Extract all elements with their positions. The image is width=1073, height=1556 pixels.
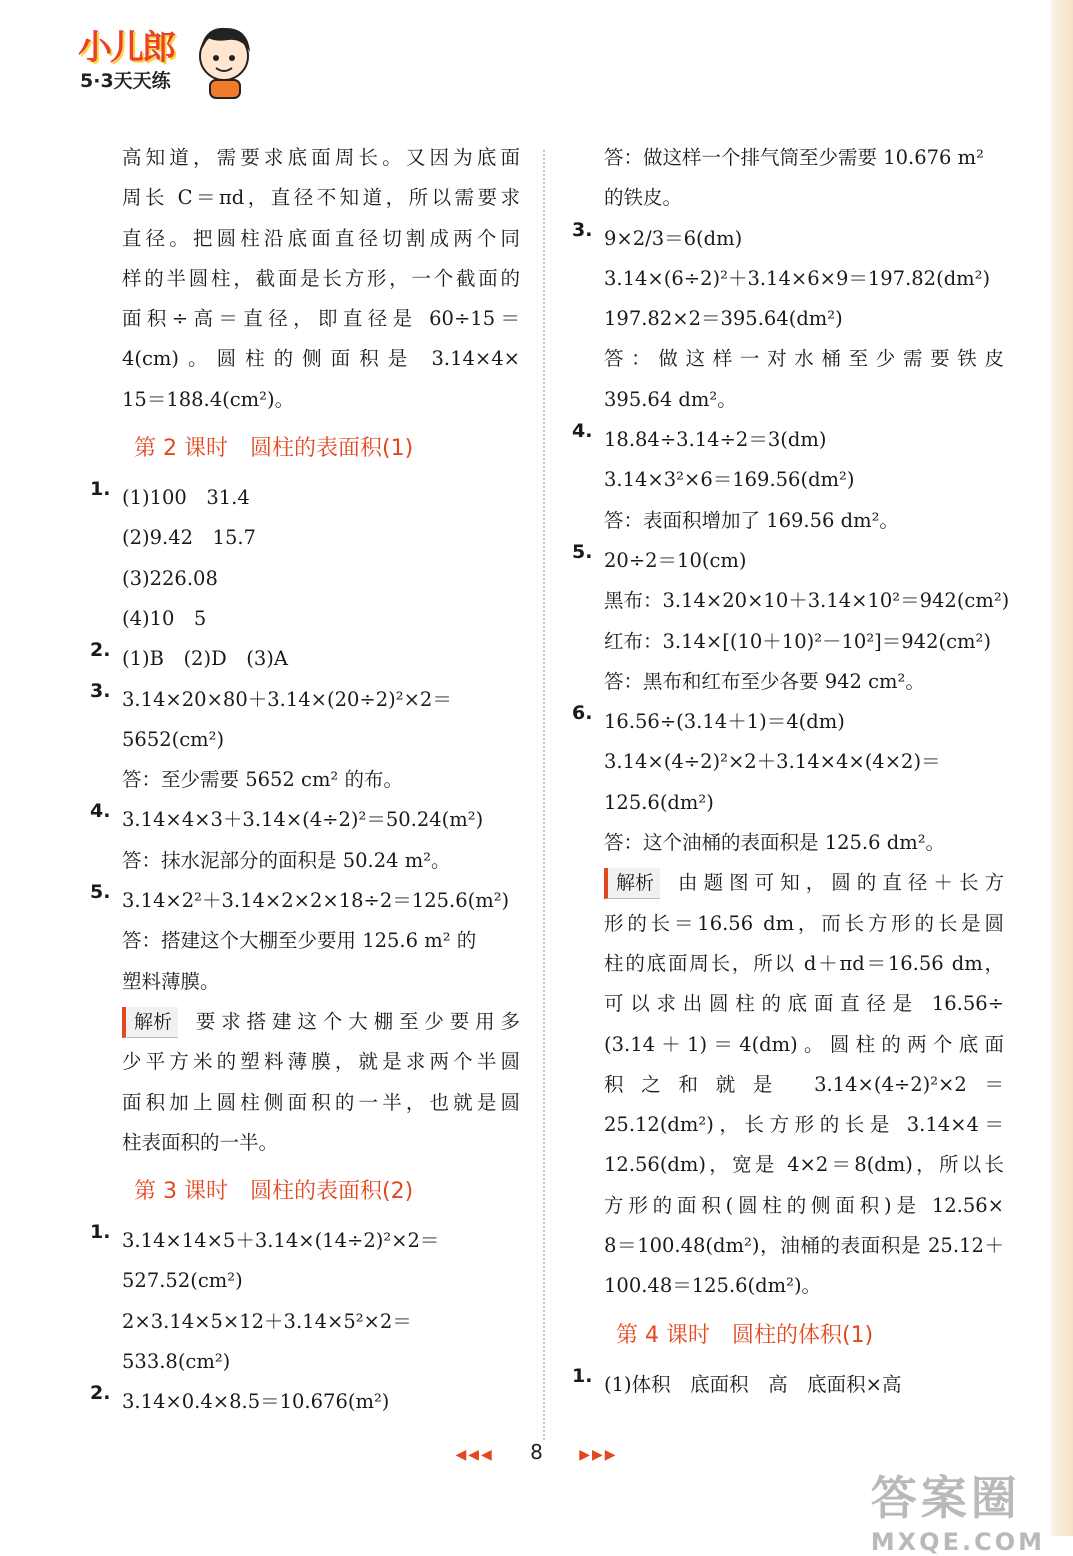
question-number: 1. bbox=[90, 478, 111, 501]
answer-line: 3.14×3²×6＝169.56(dm²) bbox=[604, 468, 855, 492]
answer-line: (3)226.08 bbox=[122, 566, 218, 590]
answer-line: 3.14×20×80＋3.14×(20÷2)²×2＝ bbox=[122, 687, 452, 711]
answer-line: 18.84÷3.14÷2＝3(dm) bbox=[604, 428, 827, 452]
question-item bbox=[90, 800, 520, 881]
analysis-tag: 解析 bbox=[604, 868, 660, 899]
answer-line: 的铁皮。 bbox=[604, 186, 683, 210]
text-line: 15＝188.4(cm²)。 bbox=[122, 387, 295, 411]
question-number: 4. bbox=[572, 420, 593, 443]
answer-line: 16.56÷(3.14＋1)＝4(dm) bbox=[604, 710, 845, 734]
analysis-line: 面积加上圆柱侧面积的一半，也就是圆 bbox=[122, 1090, 520, 1114]
answer-line: 3.14×0.4×8.5＝10.676(m²) bbox=[122, 1390, 390, 1414]
question-item bbox=[90, 881, 520, 1002]
text-line: 高知道，需要求底面周长。又因为底面 bbox=[122, 146, 520, 169]
question-number: 5. bbox=[90, 881, 111, 904]
page-number: 8 bbox=[530, 1440, 543, 1464]
question-number: 4. bbox=[90, 800, 111, 823]
question-number: 3. bbox=[90, 679, 111, 702]
answer-line: (1)100 31.4 bbox=[122, 486, 250, 510]
lesson-heading: 第 4 课时 圆柱的体积(1) bbox=[616, 1322, 874, 1348]
answer-line: (4)10 5 bbox=[122, 606, 207, 630]
analysis-line: 积之和就是 3.14×(4÷2)²×2＝ bbox=[604, 1072, 1004, 1096]
analysis-line: 形的长＝16.56 dm，而长方形的长是圆 bbox=[604, 911, 1004, 935]
answer-line: 533.8(cm²) bbox=[122, 1350, 231, 1374]
answer-line: 3.14×14×5＋3.14×(14÷2)²×2＝ bbox=[122, 1229, 440, 1253]
brand-series: 5·3天天练 bbox=[80, 70, 171, 92]
question-item bbox=[90, 680, 520, 801]
analysis-line: 100.48＝125.6(dm²)。 bbox=[604, 1274, 822, 1298]
text-line: 4(cm)。圆柱的侧面积是 3.14×4× bbox=[122, 347, 520, 371]
left-column bbox=[90, 138, 520, 1423]
intro-paragraph bbox=[90, 138, 520, 420]
question-number: 2. bbox=[90, 639, 111, 662]
analysis-line: 25.12(dm²)，长方形的长是 3.14×4＝ bbox=[604, 1113, 1004, 1137]
answer-line: 9×2/3＝6(dm) bbox=[604, 226, 743, 250]
answer-line: 答：表面积增加了 169.56 dm²。 bbox=[604, 508, 899, 532]
text-line: 直径。把圆柱沿底面直径切割成两个同 bbox=[122, 226, 520, 250]
continued-answer bbox=[572, 138, 1004, 219]
question-number: 1. bbox=[90, 1221, 111, 1244]
watermark bbox=[871, 1462, 1045, 1556]
answer-line: 3.14×4×3＋3.14×(4÷2)²＝50.24(m²) bbox=[122, 808, 484, 832]
question-number: 5. bbox=[572, 540, 593, 563]
page-footer bbox=[0, 1440, 1073, 1464]
lesson-heading: 第 3 课时 圆柱的表面积(2) bbox=[134, 1179, 414, 1205]
question-number: 1. bbox=[572, 1364, 593, 1387]
right-column bbox=[572, 138, 1010, 1405]
answer-line: 20÷2＝10(cm) bbox=[604, 548, 747, 572]
analysis-line: 柱表面积的一半。 bbox=[122, 1130, 279, 1154]
analysis-line: 解析 由题图可知，圆的直径＋长方 bbox=[604, 863, 1004, 903]
answer-line: 黑布：3.14×20×10＋3.14×10²＝942(cm²) bbox=[604, 589, 1010, 613]
answer-line: 塑料薄膜。 bbox=[122, 969, 220, 993]
answer-line: 答：做这样一个排气筒至少需要 10.676 m² bbox=[604, 146, 984, 169]
analysis-tag: 解析 bbox=[122, 1007, 178, 1038]
brand-title: 小儿郎 bbox=[78, 28, 174, 68]
mascot-icon bbox=[194, 22, 256, 100]
answer-line: 3.14×(4÷2)²×2＋3.14×4×(4×2)＝ bbox=[604, 750, 941, 774]
analysis-block bbox=[90, 1002, 520, 1163]
answer-line: 答：搭建这个大棚至少要用 125.6 m² 的 bbox=[122, 929, 477, 953]
answer-line: 5652(cm²) bbox=[122, 727, 225, 751]
column-divider bbox=[543, 150, 545, 1440]
analysis-line: 解析 要求搭建这个大棚至少要用多 bbox=[122, 1002, 520, 1042]
answer-line: 197.82×2＝395.64(dm²) bbox=[604, 307, 843, 331]
analysis-line: 少平方米的塑料薄膜，就是求两个半圆 bbox=[122, 1050, 520, 1074]
question-item bbox=[572, 702, 1004, 863]
text-line: 面积÷高＝直径，即直径是 60÷15＝ bbox=[122, 307, 520, 331]
answer-line: (1)体积 底面积 高 底面积×高 bbox=[604, 1372, 902, 1396]
next-arrows-icon: ▶▶▶ bbox=[579, 1447, 618, 1463]
analysis-line: 可以求出圆柱的底面直径是 16.56÷ bbox=[604, 992, 1004, 1016]
watermark-url: MXQE.COM bbox=[870, 1528, 1045, 1556]
answer-line: 3.14×(6÷2)²＋3.14×6×9＝197.82(dm²) bbox=[604, 266, 991, 290]
lesson-heading: 第 2 课时 圆柱的表面积(1) bbox=[134, 436, 414, 462]
prev-arrows-icon: ◀◀◀ bbox=[455, 1447, 494, 1463]
question-item bbox=[572, 420, 1004, 541]
answer-line: (1)B (2)D (3)A bbox=[122, 647, 288, 671]
watermark-title: 答案圈 bbox=[870, 1471, 1021, 1525]
answer-line: 3.14×2²＋3.14×2×2×18÷2＝125.6(m²) bbox=[122, 889, 510, 913]
question-item bbox=[90, 478, 520, 639]
answer-line: 答：这个油桶的表面积是 125.6 dm²。 bbox=[604, 831, 946, 855]
analysis-line: 方形的面积(圆柱的侧面积)是 12.56× bbox=[604, 1193, 1004, 1217]
analysis-line: 柱的底面周长，所以 d＋πd＝16.56 dm， bbox=[604, 951, 1004, 975]
question-item bbox=[90, 1382, 520, 1422]
text-line: 样的半圆柱，截面是长方形，一个截面的 bbox=[122, 266, 520, 290]
answer-line: 答：黑布和红布至少各要 942 cm²。 bbox=[604, 669, 925, 693]
page-edge-shade bbox=[1051, 0, 1073, 1536]
answer-line: 125.6(dm²) bbox=[604, 790, 714, 814]
question-item bbox=[572, 1365, 1004, 1405]
answer-line: (2)9.42 15.7 bbox=[122, 526, 256, 550]
brand-logo bbox=[78, 20, 278, 100]
question-number: 3. bbox=[572, 218, 593, 241]
question-item bbox=[90, 1221, 520, 1382]
answer-line: 答：抹水泥部分的面积是 50.24 m²。 bbox=[122, 848, 451, 872]
question-item bbox=[572, 540, 1010, 702]
text-line: 周长 C＝πd，直径不知道，所以需要求 bbox=[122, 186, 520, 210]
analysis-line: (3.14＋1)＝4(dm)。圆柱的两个底面 bbox=[604, 1032, 1004, 1056]
question-item bbox=[90, 639, 520, 679]
question-number: 2. bbox=[90, 1382, 111, 1405]
answer-line: 395.64 dm²。 bbox=[604, 387, 737, 411]
analysis-block bbox=[572, 863, 1004, 1306]
answer-line: 答：做这样一对水桶至少需要铁皮 bbox=[604, 347, 1004, 371]
question-item bbox=[572, 219, 1004, 420]
answer-line: 红布：3.14×[(10＋10)²－10²]＝942(cm²) bbox=[604, 629, 991, 653]
analysis-line: 12.56(dm)，宽是 4×2＝8(dm)，所以长 bbox=[604, 1153, 1004, 1177]
answer-line: 2×3.14×5×12＋3.14×5²×2＝ bbox=[122, 1309, 412, 1333]
answer-line: 答：至少需要 5652 cm² 的布。 bbox=[122, 768, 403, 792]
question-number: 6. bbox=[572, 702, 593, 725]
analysis-line: 8＝100.48(dm²)，油桶的表面积是 25.12＋ bbox=[604, 1234, 1004, 1258]
answer-line: 527.52(cm²) bbox=[122, 1269, 243, 1293]
